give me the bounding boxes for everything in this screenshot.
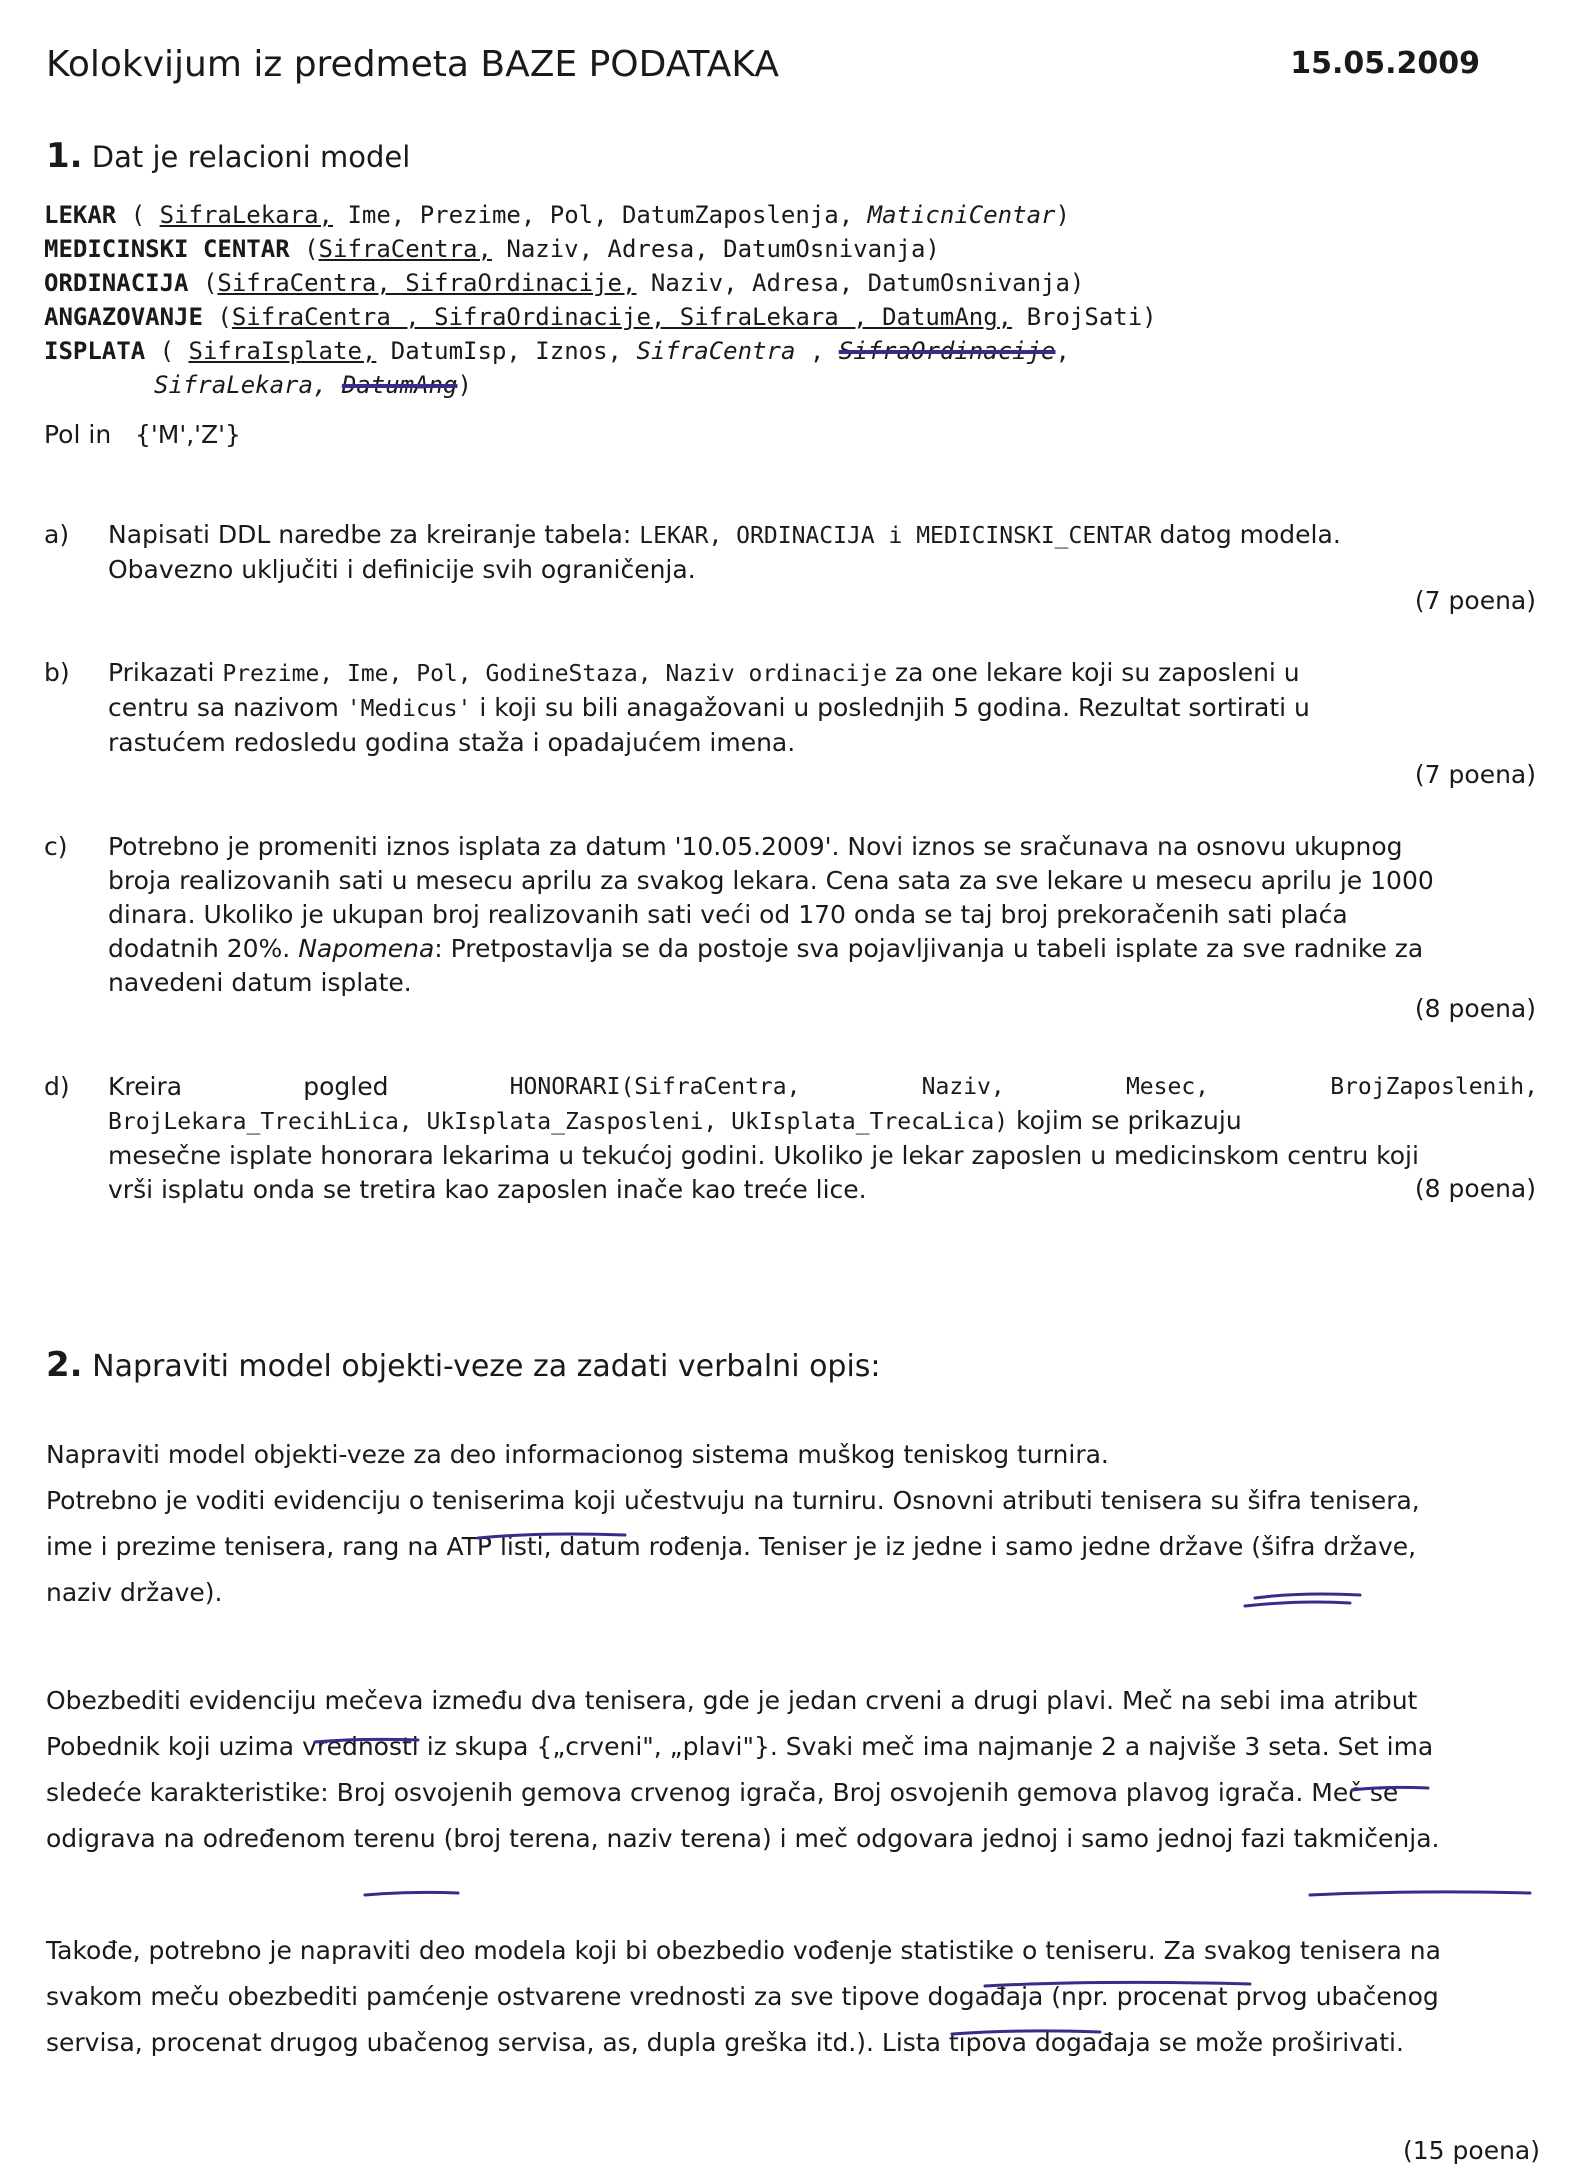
relation-name: ISPLATA	[44, 337, 146, 365]
schema-lekar: LEKAR ( SifraLekara, Ime, Prezime, Pol, DatumZaposlenja, MaticniCentar)	[44, 201, 1070, 229]
task-points: (7 poena)	[1414, 586, 1536, 615]
task-label: a)	[44, 520, 70, 549]
primary-key: SifraIsplate,	[188, 337, 377, 365]
primary-key: SifraCentra, SifraOrdinacije,	[217, 269, 637, 297]
schema-isplata: ISPLATA ( SifraIsplate, DatumIsp, Iznos, SifraCentra , SifraOrdinacije,	[44, 337, 1070, 365]
domain-constraint: Pol in {'M','Z'}	[44, 420, 241, 449]
note-label: Napomena	[298, 934, 435, 963]
task-c: c) Potrebno je promeniti iznos isplata za datum '10.05.2009'. Novi iznos se sračunava na osnovu ukupnog broja realizovanih sati u mesecu aprilu za svakog lekara. Cena sata za sve lekare u mesecu aprilu je 1000 dinara. Ukoliko je ukupan broj realizovanih sati veći od 170 onda se taj broj prekoračenih sati plaća dodatnih 20%. Napomena: Pretpostavlja se da postoje sva pojavljivanja u tabeli isplate za sve radnike za navedeni datum isplate. (8 poena)	[44, 830, 1544, 1030]
task-b: b) Prikazati Prezime, Ime, Pol, GodineStaza, Naziv ordinacije za one lekare koji su zaposleni u centru sa nazivom 'Medicus' i koji su bili anagažovani u poslednjih 5 godina. Rezultat sortirati u rastućem redosledu godina staža i opadajućem imena. (7 poena)	[44, 656, 1544, 796]
page-title: Kolokvijum iz predmeta BAZE PODATAKA	[46, 44, 779, 85]
primary-key: SifraCentra , SifraOrdinacije, SifraLekara , DatumAng,	[231, 303, 1013, 331]
task-points: (7 poena)	[1414, 760, 1536, 789]
relation-name: ANGAZOVANJE	[44, 303, 203, 331]
ink-underline-dogadjaja	[952, 2031, 1100, 2034]
task-label: d)	[44, 1072, 70, 1101]
relation-name: LEKAR	[44, 201, 117, 229]
foreign-key: SifraLekara,	[154, 371, 328, 399]
task-label: c)	[44, 832, 68, 861]
schema-angazovanje: ANGAZOVANJE (SifraCentra , SifraOrdinacije, SifraLekara , DatumAng, BrojSati)	[44, 303, 1157, 331]
paragraph-1: Napraviti model objekti-veze za deo informacionog sistema muškog teniskog turnira. Potrebno je voditi evidenciju o teniserima koji učestvuju na turniru. Osnovni atributi tenisera su šifra tenisera, ime i prezime tenisera, rang na ATP listi, datum rođenja. Teniser je iz jedne i samo jedne države (šifra države, naziv države).	[46, 1440, 1420, 1607]
relation-name: MEDICINSKI CENTAR	[44, 235, 290, 263]
struck-attribute: SifraOrdinacije	[838, 337, 1056, 365]
primary-key: SifraCentra,	[318, 235, 492, 263]
exam-date: 15.05.2009	[1290, 46, 1480, 81]
task-points: (8 poena)	[1414, 1174, 1536, 1203]
question-number: 1.	[46, 136, 83, 176]
paragraph-3: Takođe, potrebno je napraviti deo modela koji bi obezbedio vođenje statistike o teniseru. Za svakog tenisera na svakom meču obezbediti pamćenje ostvarene vrednosti za sve tipove događaja (npr. procenat prvog ubačenog servisa, procenat drugog ubačenog servisa, as, dupla greška itd.). Lista tipova događaja se može proširivati.	[46, 1936, 1441, 2057]
question-intro: Napraviti model objekti-veze za zadati verbalni opis:	[92, 1349, 881, 1384]
ink-underline-meceva	[315, 1739, 418, 1742]
question-number: 2.	[46, 1345, 83, 1385]
foreign-key: SifraCentra	[636, 337, 796, 365]
schema-medicinski-centar: MEDICINSKI CENTAR (SifraCentra, Naziv, Adresa, DatumOsnivanja)	[44, 235, 940, 263]
ink-underline-statistike	[985, 1982, 1250, 1986]
struck-attribute: DatumAng	[341, 371, 458, 399]
ink-underline-fazi	[1310, 1892, 1530, 1895]
task-label: b)	[44, 658, 70, 687]
relation-name: ORDINACIJA	[44, 269, 189, 297]
question-intro: Dat je relacioni model	[91, 140, 411, 174]
foreign-key: MaticniCentar	[867, 201, 1056, 229]
primary-key: SifraLekara,	[159, 201, 333, 229]
ink-underline-drzave	[1245, 1594, 1360, 1606]
task-points: (8 poena)	[1414, 994, 1536, 1023]
paragraph-2: Obezbediti evidenciju mečeva između dva tenisera, gde je jedan crveni a drugi plavi. Meč na sebi ima atribut Pobednik koji uzima vrednosti iz skupa {„crveni", „plavi"}. Svaki meč ima najmanje 2 a najviše 3 seta. Set ima sledeće karakteristike: Broj osvojenih gemova crvenog igrača, Broj osvojenih gemova plavog igrača. Meč se odigrava na određenom terenu (broj terena, naziv terena) i meč odgovara jednoj i samo jednoj fazi takmičenja.	[46, 1686, 1440, 1853]
schema-ordinacija: ORDINACIJA (SifraCentra, SifraOrdinacije, Naziv, Adresa, DatumOsnivanja)	[44, 269, 1085, 297]
ink-underline-seta	[1352, 1787, 1428, 1790]
ink-underline-terenu	[365, 1892, 458, 1895]
schema-isplata-continued: SifraLekara, DatumAng)	[154, 371, 472, 399]
task-d: d) Kreira pogled HONORARI(SifraCentra, Naziv, Mesec, BrojZaposlenih, BrojLekara_TrecihLica, UkIsplata_Zasposleni, UkIsplata_TrecaLica) kojim se prikazuju mesečne isplate honorara lekarima u tekućoj godini. Ukoliko je lekar zaposlen u medicinskom centru koji vrši isplatu onda se tretira kao zaposlen inače kao treće lice. (8 poena)	[44, 1072, 1538, 1204]
ink-underline-teniserima	[478, 1534, 625, 1538]
question-2-points: (15 poena)	[1403, 2136, 1540, 2165]
task-a: a) Napisati DDL naredbe za kreiranje tabela: LEKAR, ORDINACIJA i MEDICINSKI_CENTAR datog modela. Obavezno uključiti i definicije svih ograničenja. (7 poena)	[44, 518, 1544, 618]
